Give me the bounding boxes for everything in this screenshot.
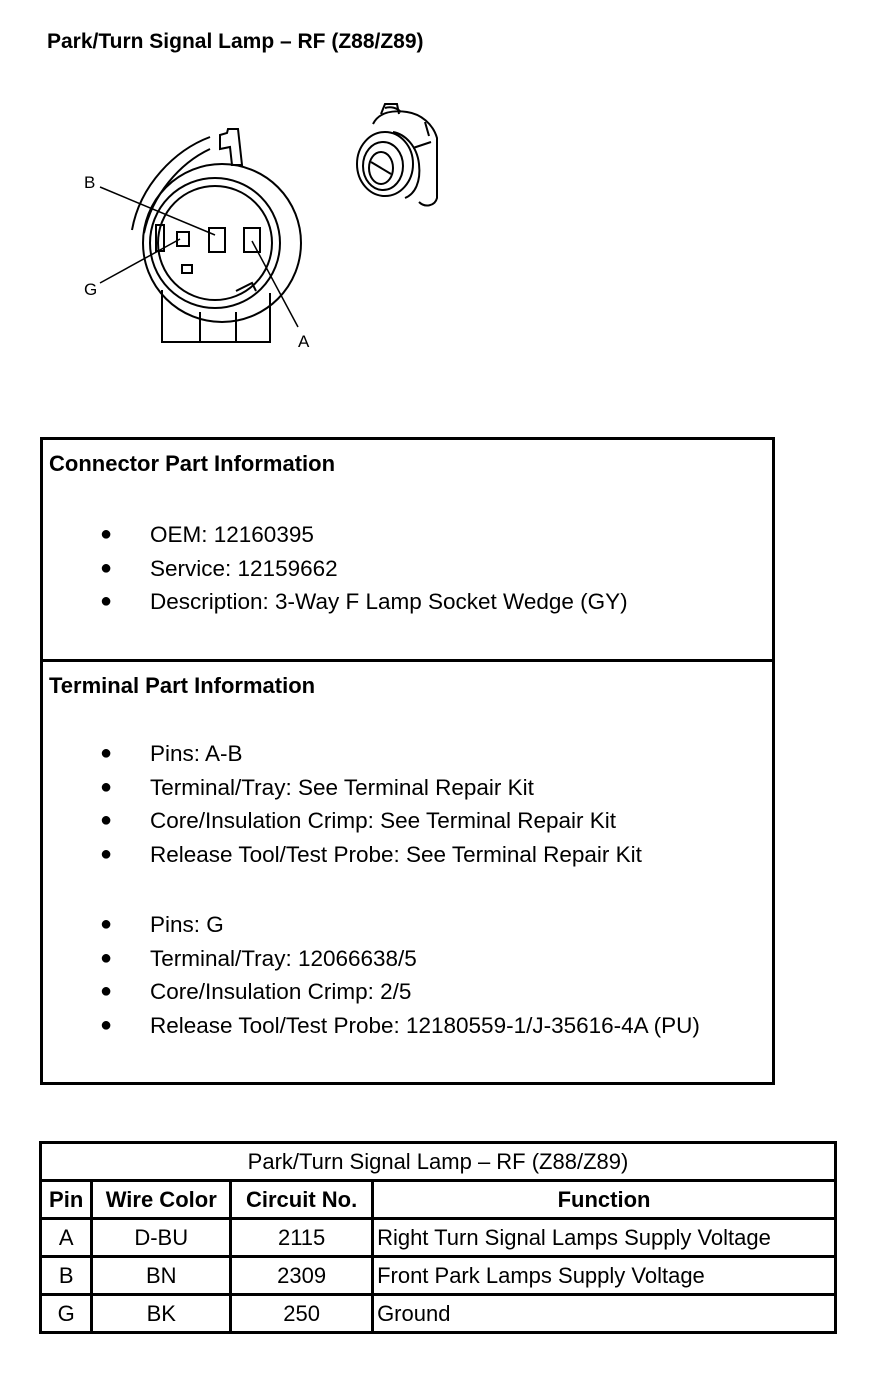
bullet-icon: ● <box>100 742 113 764</box>
pinout-table-wrap <box>39 1141 837 1334</box>
connector-part-info-title: Connector Part Information <box>49 451 336 476</box>
list-item: ● Service: 12159662 <box>43 552 628 586</box>
table-row: G BK 250 Ground <box>41 1295 836 1333</box>
bullet-icon: ● <box>100 842 113 865</box>
bullet-icon: ● <box>100 1013 113 1036</box>
part-information-box <box>40 437 775 1085</box>
list-item: ● Core/Insulation Crimp: 2/5 <box>43 975 700 1009</box>
bullet-icon: ● <box>100 809 113 831</box>
list-item: ● Terminal/Tray: 12066638/5 <box>43 942 700 976</box>
terminal-part-info-section <box>43 662 772 1082</box>
pin-label-g: G <box>84 280 98 299</box>
page-title: Park/Turn Signal Lamp – RF (Z88/Z89) <box>47 30 424 53</box>
header-wire-color: Wire Color <box>92 1181 231 1219</box>
terminal-info-group-1 <box>43 737 642 871</box>
list-item: ● Pins: G <box>43 908 700 942</box>
table-row: B BN 2309 Front Park Lamps Supply Voltage <box>41 1257 836 1295</box>
terminal-info-group-2 <box>43 908 700 1042</box>
connector-face-diagram <box>70 115 360 360</box>
pin-label-a: A <box>298 332 310 351</box>
pinout-table <box>39 1141 837 1334</box>
connector-thumbnail <box>345 102 445 212</box>
list-item: ● Release Tool/Test Probe: 12180559-1/J-35616-4A (PU) <box>43 1009 700 1043</box>
header-pin: Pin <box>41 1181 92 1219</box>
header-function: Function <box>373 1181 836 1219</box>
bullet-icon: ● <box>100 775 113 798</box>
bullet-icon: ● <box>100 980 113 1002</box>
connector-info-list <box>43 518 628 619</box>
header-circuit-no: Circuit No. <box>231 1181 373 1219</box>
list-item: ● Core/Insulation Crimp: See Terminal Repair Kit <box>43 804 642 838</box>
terminal-part-info-title: Terminal Part Information <box>49 673 316 698</box>
list-item: ● Pins: A-B <box>43 737 642 771</box>
bullet-icon: ● <box>100 946 113 969</box>
pinout-table-title: Park/Turn Signal Lamp – RF (Z88/Z89) <box>41 1143 836 1181</box>
list-item: ● OEM: 12160395 <box>43 518 628 552</box>
list-item: ● Release Tool/Test Probe: See Terminal Repair Kit <box>43 838 642 872</box>
table-row: A D-BU 2115 Right Turn Signal Lamps Supply Voltage <box>41 1219 836 1257</box>
bullet-icon: ● <box>100 556 113 579</box>
bullet-icon: ● <box>100 590 113 612</box>
bullet-icon: ● <box>100 523 113 545</box>
pin-label-b: B <box>84 173 96 192</box>
connector-part-info-section <box>43 440 772 662</box>
list-item: ● Terminal/Tray: See Terminal Repair Kit <box>43 771 642 805</box>
bullet-icon: ● <box>100 913 113 935</box>
list-item: ● Description: 3-Way F Lamp Socket Wedge (GY) <box>43 585 628 619</box>
